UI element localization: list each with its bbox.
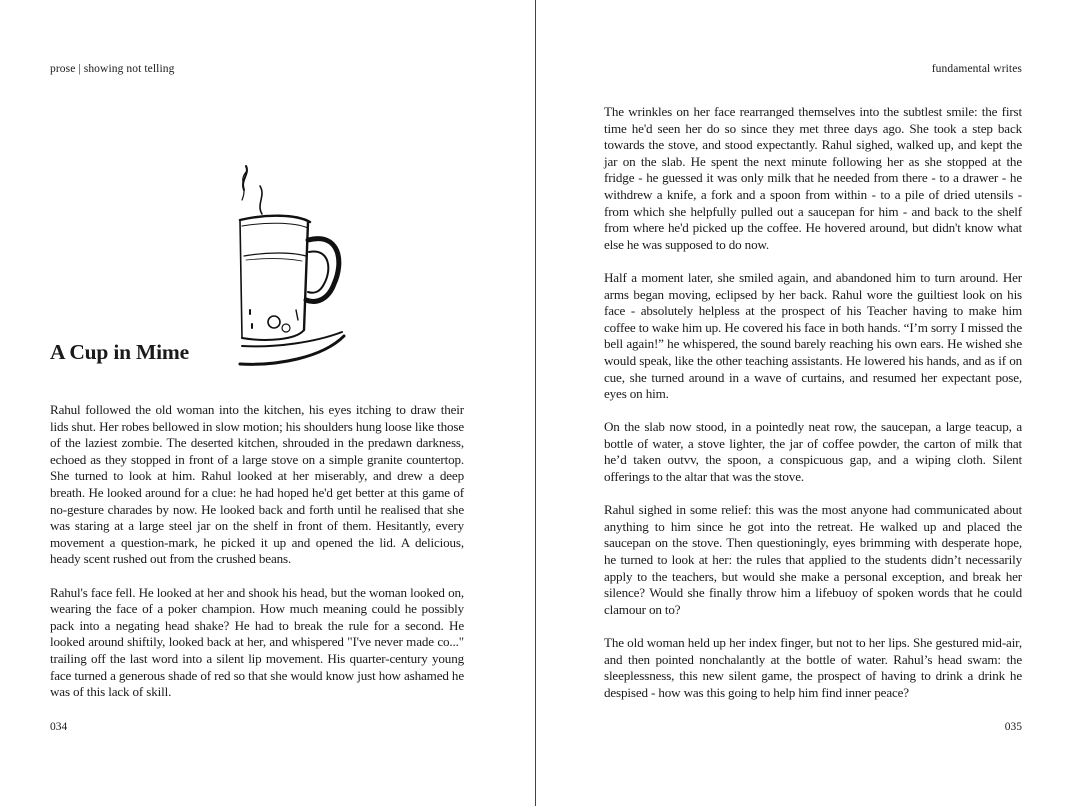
- running-head-right: fundamental writes: [931, 63, 1022, 75]
- page-number-left: 034: [50, 721, 68, 733]
- paragraph: Rahul sighed in some relief: this was the most anyone had communicated about anything to him since he got into the retreat. He walked up and placed the saucepan on the stove. Then questioningly, eyes brimming with desperate hope, he turned to look at her: the rules that applied to the students didn’t necessarily apply to the teachers, but would she make a personal exception, and break her silence? Would she finally throw him a lifebuoy of spoken words that he could clamour on to?: [604, 502, 1022, 617]
- paragraph: The old woman held up her index finger, but not to her lips. She gestured mid-air, and then pointed nonchalantly at the bottle of water. Rahul’s head swam: the sleeplessness, this new silent game, the prospect of having to drink a drink he despised - how was this going to help him find inner peace?: [604, 635, 1022, 700]
- paragraph: Rahul followed the old woman into the kitchen, his eyes itching to draw their lids shut. Her robes bellowed in slow motion; his shoulders hung loose like those of the laziest zombie. The deserted kitchen, shrouded in the predawn darkness, echoed as they stopped in front of a large stove on a simple granite countertop. She turned to look at him. Rahul looked at her miserably, and drew a deep breath. He looked around for a clue: he had hoped he'd get better at this game of no-gesture charades by now. He looked back and forth until he realised that she was staring at a large steel jar on the shelf in front of them. Hesitantly, every movement a question-mark, he picked it up and opened the lid. A delicious, heady scent rushed out from the crushed beans.: [50, 402, 464, 567]
- paragraph: Half a moment later, she smiled again, and abandoned him to turn around. Her arms began moving, eclipsed by her back. Rahul wore the guiltiest look on his face - absolutely helpless at the prospect of his Teacher having to make him coffee to wake him up. He covered his face in both hands. “I’m sorry I missed the bell again!” he whispered, the sound barely reaching his own ears. He wished she would speak, like the other teaching assistants. He lowered his hands, and as if on cue, she turned around in a wave of curtains, and resumed her expectant pose, eyes on him.: [604, 269, 1022, 402]
- body-text-left: [50, 402, 464, 717]
- gutter-divider: [535, 0, 536, 806]
- paragraph: Rahul's face fell. He looked at her and shook his head, but the woman looked on, wearing the face of a poker champion. How much meaning could he possibly pack into a negating head shake? He had to break the rule for a second. He looked around shiftily, looked back at her, and whispered "I've never made co..." trailing off the last word into a silent lip movement. His quarter-century young face turned a generous shade of red so that she would know just how ashamed he was of this lack of skill.: [50, 584, 464, 700]
- page-number-right: 035: [1004, 721, 1022, 733]
- coffee-cup-sketch-icon: [236, 160, 366, 370]
- right-page: [537, 0, 1072, 806]
- paragraph: On the slab now stood, in a pointedly neat row, the saucepan, a large teacup, a bottle of water, a stove lighter, the jar of coffee powder, the carton of milk that he’d taken outvv, the spoon, a conspicuous gap, and a wiping cloth. Silent offerings to the altar that was the stove.: [604, 419, 1022, 485]
- body-text-right: [604, 104, 1022, 718]
- chapter-title: A Cup in Mime: [50, 340, 189, 364]
- paragraph: The wrinkles on her face rearranged themselves into the subtlest smile: the first time he'd seen her do so since they met three days ago. She took a step back towards the stove, and stood expectantly. Rahul sighed, walked up, and kept the jar on the slab. He spent the next minute following her as she stopped at the fridge - he guessed it was only milk that he needed from there - to a drawer - he withdrew a knife, a fork and a spoon from within - to a pile of dried utensils - from which she helpfully pulled out a saucepan for him - and back to the shelf from where he'd picked up the coffee. He hovered around, but didn't know what else he was supposed to do now.: [604, 104, 1022, 252]
- left-page: [0, 0, 535, 806]
- running-head-left: prose | showing not telling: [50, 63, 175, 75]
